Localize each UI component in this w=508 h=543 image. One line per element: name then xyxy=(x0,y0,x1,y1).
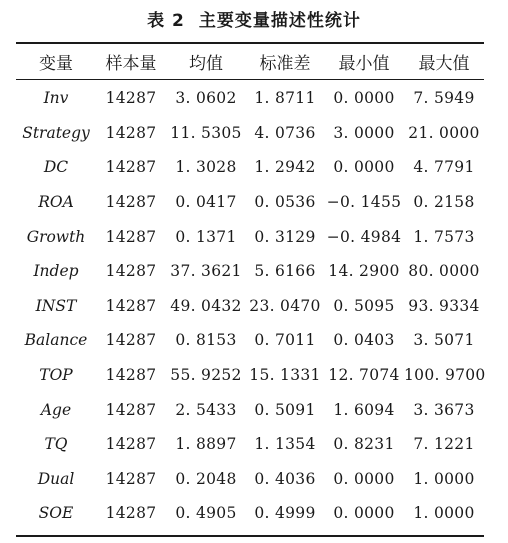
cell-variable: INST xyxy=(35,296,77,315)
cell-sample-size: 14287 xyxy=(105,89,157,108)
cell-mean: 1. 3028 xyxy=(175,158,237,177)
cell-std-dev: 1. 1354 xyxy=(254,435,316,454)
table-row xyxy=(16,392,484,427)
cell-sample-size: 14287 xyxy=(105,296,157,315)
cell-std-dev: 15. 1331 xyxy=(249,366,321,385)
cell-variable: ROA xyxy=(38,193,74,212)
cell-min: 1. 6094 xyxy=(333,400,395,419)
cell-max: 4. 7791 xyxy=(413,158,475,177)
cell-std-dev: 0. 5091 xyxy=(254,400,316,419)
table-row xyxy=(16,185,484,220)
cell-min: 14. 2900 xyxy=(328,262,400,281)
cell-mean: 11. 5305 xyxy=(170,123,242,142)
table-row xyxy=(16,496,484,531)
cell-variable: Strategy xyxy=(22,123,90,142)
cell-min: 0. 0000 xyxy=(333,504,395,523)
table-row xyxy=(16,150,484,185)
cell-sample-size: 14287 xyxy=(105,227,157,246)
cell-mean: 55. 9252 xyxy=(170,366,242,385)
header-sample-size: 样本量 xyxy=(105,54,157,74)
cell-max: 1. 7573 xyxy=(413,227,475,246)
table-bottom-rule xyxy=(16,535,484,537)
cell-min: 0. 8231 xyxy=(333,435,395,454)
cell-variable: Dual xyxy=(37,469,75,488)
cell-max: 80. 0000 xyxy=(408,262,480,281)
cell-std-dev: 0. 4036 xyxy=(254,469,316,488)
cell-min: 0. 0000 xyxy=(333,469,395,488)
cell-min: −0. 1455 xyxy=(326,193,402,212)
cell-sample-size: 14287 xyxy=(105,400,157,419)
cell-sample-size: 14287 xyxy=(105,158,157,177)
cell-mean: 0. 4905 xyxy=(175,504,237,523)
cell-variable: TOP xyxy=(39,366,73,385)
cell-max: 1. 0000 xyxy=(413,504,475,523)
cell-max: 0. 2158 xyxy=(413,193,475,212)
cell-mean: 1. 8897 xyxy=(175,435,237,454)
cell-variable: Growth xyxy=(26,227,86,246)
table-number: 表 2 xyxy=(147,11,185,31)
cell-min: 0. 0403 xyxy=(333,331,395,350)
cell-variable: TQ xyxy=(44,435,68,454)
cell-min: 0. 5095 xyxy=(333,296,395,315)
header-mean: 均值 xyxy=(189,54,223,74)
cell-mean: 0. 8153 xyxy=(175,331,237,350)
cell-std-dev: 4. 0736 xyxy=(254,123,316,142)
table-caption xyxy=(0,9,508,33)
cell-max: 7. 1221 xyxy=(413,435,475,454)
cell-std-dev: 1. 2942 xyxy=(254,158,316,177)
cell-sample-size: 14287 xyxy=(105,262,157,281)
cell-std-dev: 1. 8711 xyxy=(254,89,316,108)
table-header-row xyxy=(16,44,484,79)
header-std-dev: 标准差 xyxy=(259,54,311,74)
header-min: 最小值 xyxy=(338,54,390,74)
table-row xyxy=(16,289,484,324)
cell-std-dev: 23. 0470 xyxy=(249,296,321,315)
cell-variable: Balance xyxy=(24,331,88,350)
cell-min: 0. 0000 xyxy=(333,89,395,108)
cell-sample-size: 14287 xyxy=(105,469,157,488)
cell-min: 0. 0000 xyxy=(333,158,395,177)
cell-std-dev: 0. 0536 xyxy=(254,193,316,212)
cell-std-dev: 0. 4999 xyxy=(254,504,316,523)
cell-min: 12. 7074 xyxy=(328,366,400,385)
table-title: 主要变量描述性统计 xyxy=(198,11,361,31)
cell-mean: 0. 2048 xyxy=(175,469,237,488)
cell-mean: 0. 1371 xyxy=(175,227,237,246)
cell-sample-size: 14287 xyxy=(105,123,157,142)
table-row xyxy=(16,79,484,116)
cell-sample-size: 14287 xyxy=(105,435,157,454)
table-row xyxy=(16,219,484,254)
cell-variable: Age xyxy=(40,400,72,419)
cell-std-dev: 0. 3129 xyxy=(254,227,316,246)
cell-sample-size: 14287 xyxy=(105,366,157,385)
table-row xyxy=(16,427,484,462)
cell-std-dev: 0. 7011 xyxy=(254,331,316,350)
cell-max: 21. 0000 xyxy=(408,123,480,142)
cell-min: −0. 4984 xyxy=(326,227,402,246)
cell-min: 3. 0000 xyxy=(333,123,395,142)
cell-mean: 37. 3621 xyxy=(170,262,242,281)
cell-variable: Indep xyxy=(33,262,79,281)
header-max: 最大值 xyxy=(418,54,470,74)
cell-variable: SOE xyxy=(38,504,74,523)
cell-mean: 2. 5433 xyxy=(175,400,237,419)
cell-std-dev: 5. 6166 xyxy=(254,262,316,281)
table-row xyxy=(16,462,484,497)
cell-max: 100. 9700 xyxy=(404,366,486,385)
cell-mean: 49. 0432 xyxy=(170,296,242,315)
cell-sample-size: 14287 xyxy=(105,331,157,350)
table-row xyxy=(16,254,484,289)
cell-sample-size: 14287 xyxy=(105,193,157,212)
table-row xyxy=(16,116,484,151)
cell-max: 93. 9334 xyxy=(408,296,480,315)
cell-max: 3. 5071 xyxy=(413,331,475,350)
cell-variable: DC xyxy=(43,158,69,177)
header-variable: 变量 xyxy=(39,54,73,74)
cell-mean: 0. 0417 xyxy=(175,193,237,212)
cell-sample-size: 14287 xyxy=(105,504,157,523)
table-row xyxy=(16,323,484,358)
table-body xyxy=(16,79,484,531)
cell-max: 1. 0000 xyxy=(413,469,475,488)
cell-max: 3. 3673 xyxy=(413,400,475,419)
table-row xyxy=(16,358,484,393)
cell-max: 7. 5949 xyxy=(413,89,475,108)
cell-variable: Inv xyxy=(43,89,69,108)
cell-mean: 3. 0602 xyxy=(175,89,237,108)
descriptive-statistics-table xyxy=(16,44,484,531)
